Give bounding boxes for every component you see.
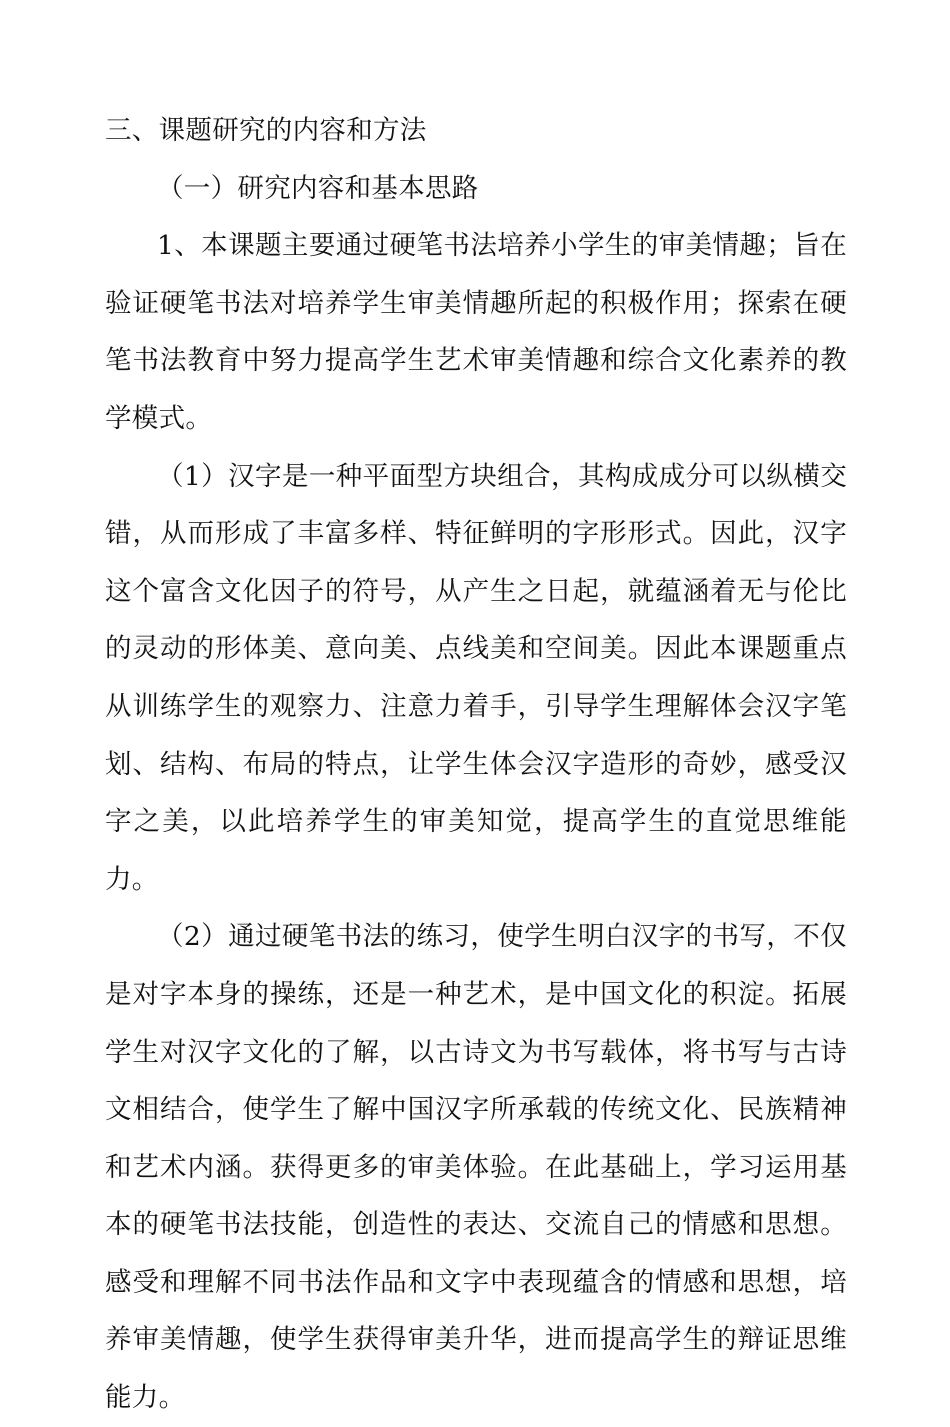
section-subheading: （一）研究内容和基本思路 bbox=[157, 172, 479, 204]
paragraph-2: （1）汉字是一种平面型方块组合，其构成成分可以纵横交错，从而形成了丰富多样、特征鲜明的字形形式。因此，汉字这个富含文化因子的符号，从产生之日起，就蕴涵着无与伦比的灵动的形体美、意向美、点线美和空间美。因此本课题重点从训练学生的观察力、注意力着手，引导学生理解体会汉字笔划、结构、布局的特点，让学生体会汉字造形的奇妙，感受汉字之美，以此培养学生的审美知觉，提高学生的直觉思维能力。 bbox=[105, 460, 847, 895]
document-body bbox=[105, 102, 847, 1427]
section-heading: 三、课题研究的内容和方法 bbox=[105, 115, 427, 146]
paragraph-1: 1、本课题主要通过硬笔书法培养小学生的审美情趣；旨在验证硬笔书法对培养学生审美情趣所起的积极作用；探索在硬笔书法教育中努力提高学生艺术审美情趣和综合文化素养的教学模式。 bbox=[105, 230, 847, 434]
paragraph-3: （2）通过硬笔书法的练习，使学生明白汉字的书写，不仅是对字本身的操练，还是一种艺术，是中国文化的积淀。拓展学生对汉字文化的了解，以古诗文为书写载体，将书写与古诗文相结合，使学生了解中国汉字所承载的传统文化、民族精神和艺术内涵。获得更多的审美体验。在此基础上，学习运用基本的硬笔书法技能，创造性的表达、交流自己的情感和思想。感受和理解不同书法作品和文字中表现蕴含的情感和思想，培养审美情趣，使学生获得审美升华，进而提高学生的辩证思维能力。 bbox=[105, 921, 847, 1414]
